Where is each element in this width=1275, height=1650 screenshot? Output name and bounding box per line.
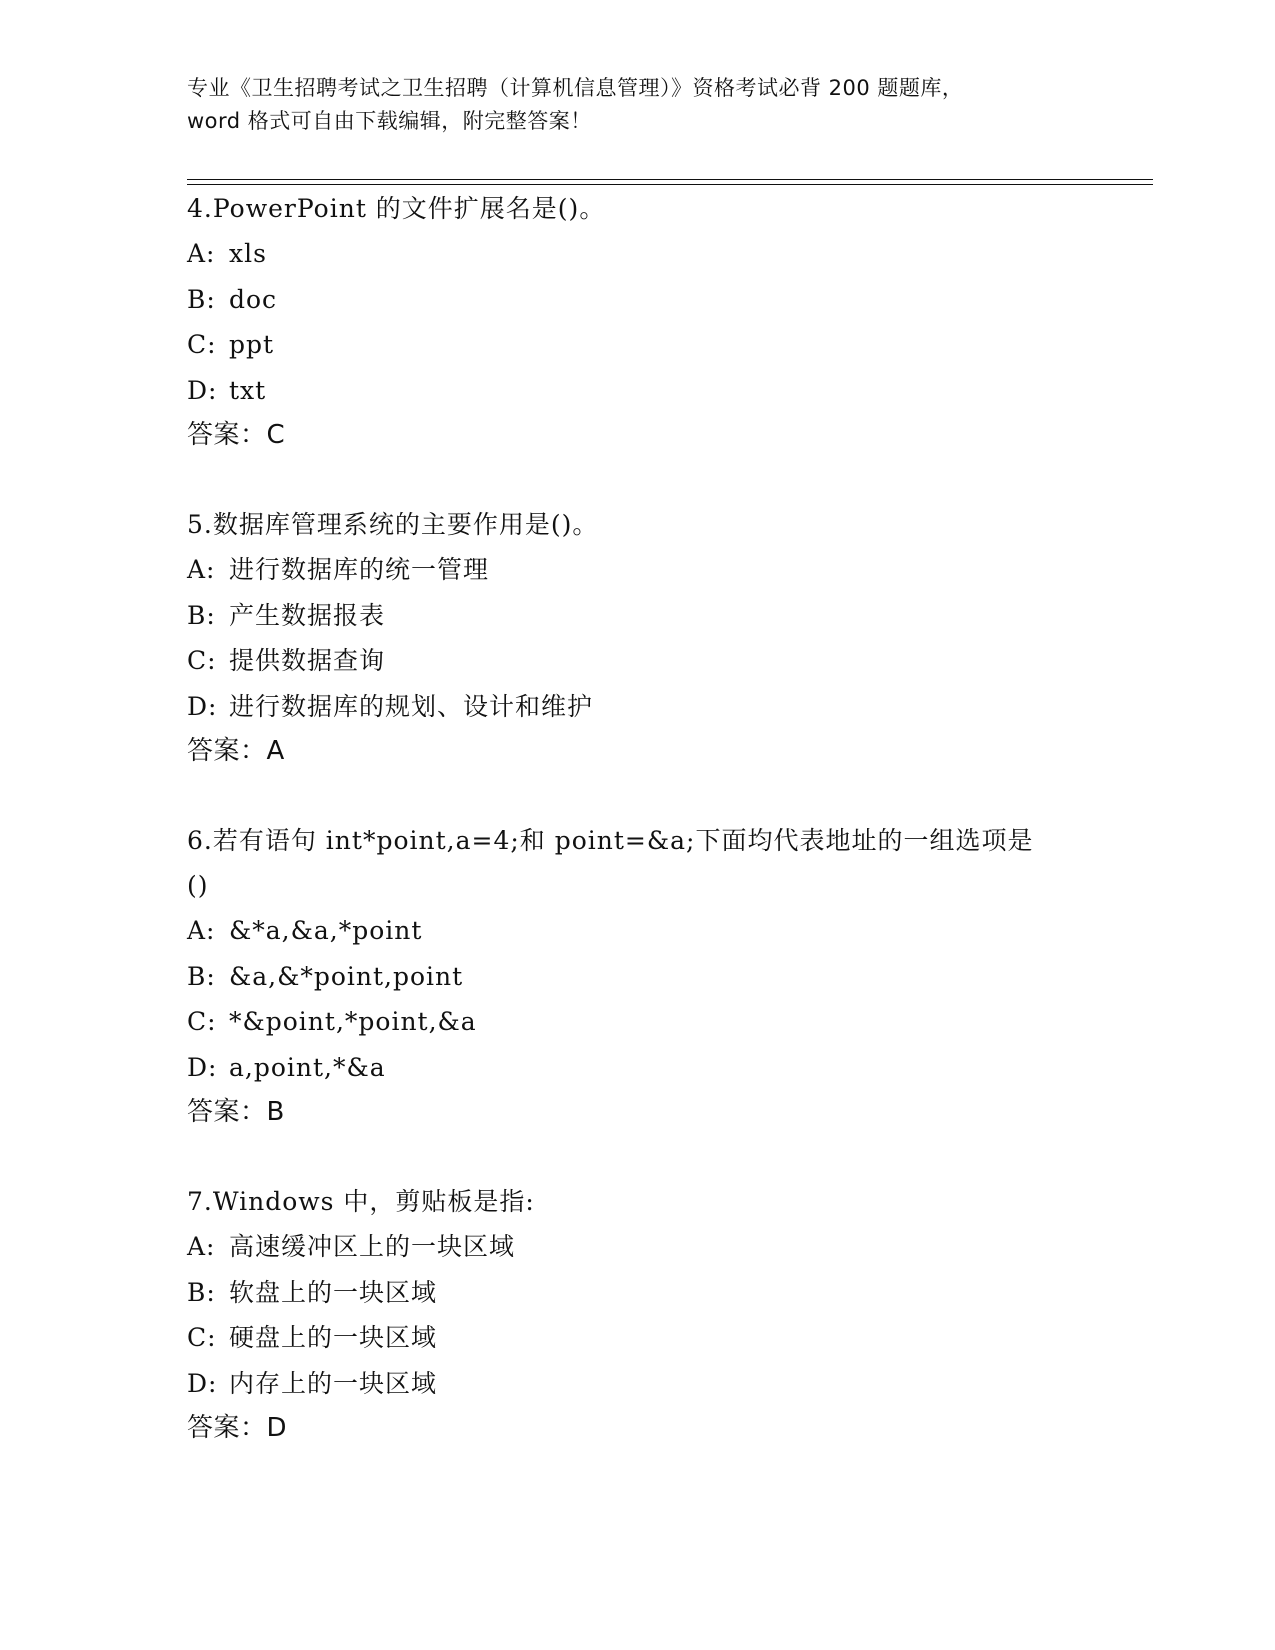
option-c <box>187 322 1087 368</box>
option-b <box>187 277 1087 323</box>
header-line-2: word 格式可自由下载编辑，附完整答案！ <box>187 109 592 133</box>
answer-line: 答案：D <box>187 1413 288 1443</box>
option-letter: C: <box>187 646 217 675</box>
option-text: 软盘上的一块区域 <box>229 1277 438 1307</box>
option-letter: C: <box>187 330 217 359</box>
option-letter: D: <box>187 691 218 721</box>
answer-line: 答案：B <box>187 1097 285 1127</box>
option-text: &a,&*point,point <box>229 961 464 991</box>
option-b <box>187 593 1087 639</box>
option-letter: A: <box>187 916 216 945</box>
question-text: 5.数据库管理系统的主要作用是()。 <box>187 510 599 539</box>
option-text: txt <box>229 375 267 405</box>
option-d <box>187 684 1087 730</box>
option-letter: D: <box>187 375 218 405</box>
option-letter: B: <box>187 961 216 991</box>
option-d <box>187 1361 1087 1407</box>
option-text: 进行数据库的统一管理 <box>229 555 490 584</box>
option-text: 进行数据库的规划、设计和维护 <box>229 691 594 721</box>
option-letter: B: <box>187 600 216 630</box>
question-text: 6.若有语句 int*point,a=4;和 point=&a;下面均代表地址的一组选项是() <box>187 826 1034 900</box>
option-a <box>187 1224 1087 1270</box>
option-letter: D: <box>187 1052 218 1082</box>
option-d <box>187 1045 1047 1091</box>
option-b <box>187 1270 1087 1316</box>
header-line-1: 专业《卫生招聘考试之卫生招聘（计算机信息管理）》资格考试必背 200 题题库， <box>187 76 964 100</box>
option-d <box>187 368 1087 414</box>
option-letter: A: <box>187 1232 216 1261</box>
option-text: 内存上的一块区域 <box>229 1368 438 1398</box>
option-a <box>187 908 1047 954</box>
answer-line: 答案：C <box>187 420 286 450</box>
option-a <box>187 231 1087 277</box>
option-text: ppt <box>229 330 275 359</box>
answer-line: 答案：A <box>187 736 285 766</box>
option-letter: B: <box>187 1277 216 1307</box>
question-block <box>187 186 1087 458</box>
option-letter: D: <box>187 1368 218 1398</box>
option-text: 提供数据查询 <box>229 646 386 675</box>
option-letter: C: <box>187 1323 217 1352</box>
option-b <box>187 954 1047 1000</box>
question-text: 4.PowerPoint 的文件扩展名是()。 <box>187 194 606 223</box>
question-text: 7.Windows 中，剪贴板是指: <box>187 1187 535 1216</box>
header-divider-top <box>187 179 1153 180</box>
option-text: 产生数据报表 <box>229 600 386 630</box>
question-block <box>187 502 1087 774</box>
option-c <box>187 999 1047 1045</box>
option-letter: A: <box>187 555 216 584</box>
option-text: &*a,&a,*point <box>229 916 423 945</box>
document-header <box>187 72 1087 138</box>
question-block <box>187 818 1047 1135</box>
option-text: xls <box>229 239 267 268</box>
option-letter: C: <box>187 1007 217 1036</box>
option-text: *&point,*point,&a <box>229 1007 477 1036</box>
option-text: a,point,*&a <box>229 1052 386 1082</box>
option-text: 硬盘上的一块区域 <box>229 1323 438 1352</box>
option-c <box>187 1315 1087 1361</box>
option-letter: A: <box>187 239 216 268</box>
option-text: doc <box>229 284 278 314</box>
option-text: 高速缓冲区上的一块区域 <box>229 1232 516 1261</box>
option-letter: B: <box>187 284 216 314</box>
header-divider-bottom <box>187 184 1153 185</box>
option-c <box>187 638 1087 684</box>
question-block <box>187 1179 1087 1451</box>
option-a <box>187 547 1087 593</box>
